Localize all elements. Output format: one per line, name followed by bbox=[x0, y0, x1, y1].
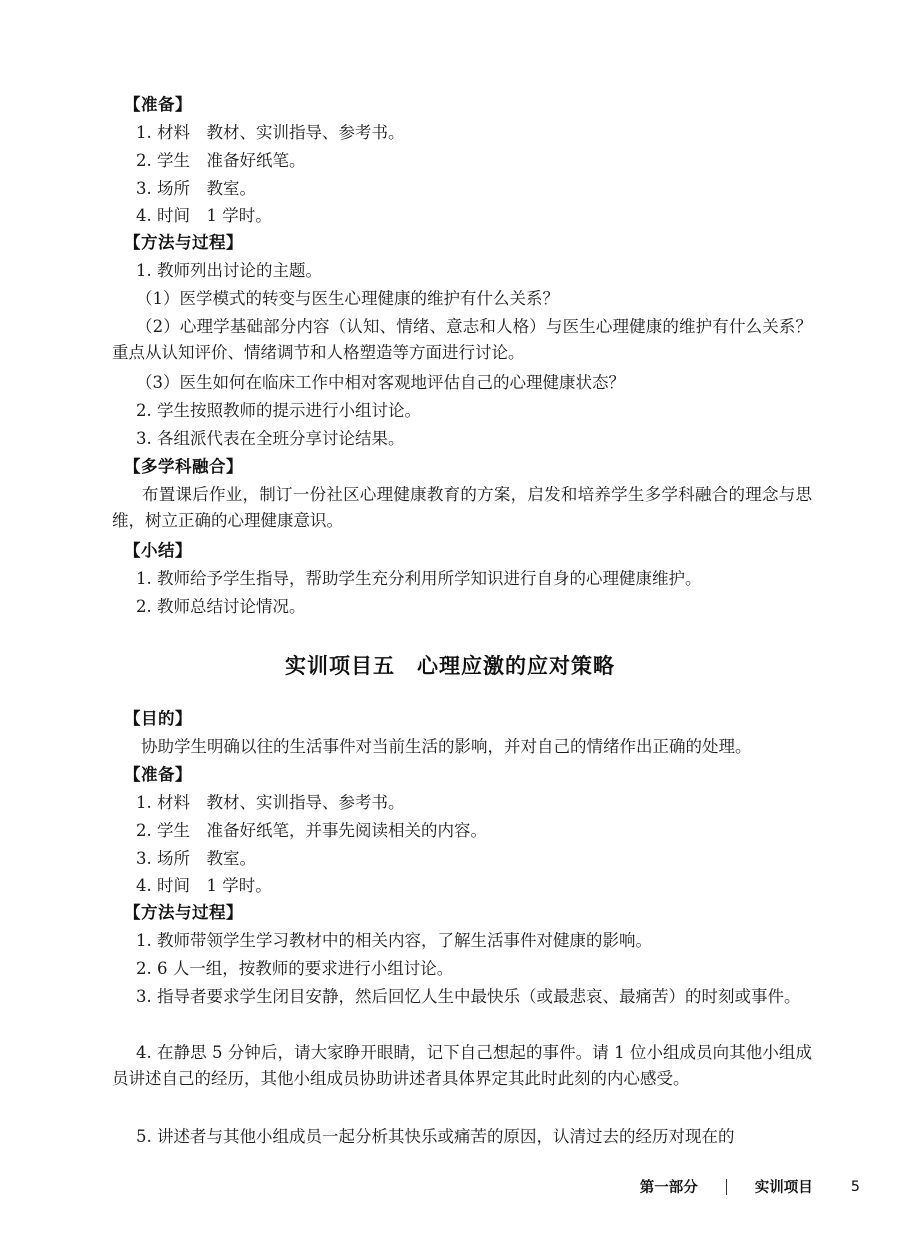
prep-item: 3. 场所 教室。 bbox=[136, 849, 256, 868]
method-item: 1. 教师列出讨论的主题。 bbox=[136, 261, 322, 280]
summary-heading: 【小结】 bbox=[124, 541, 192, 560]
prep-heading-2: 【准备】 bbox=[124, 765, 192, 784]
footer-section: 实训项目 bbox=[754, 1180, 813, 1196]
method-item: 2. 学生按照教师的提示进行小组讨论。 bbox=[136, 401, 421, 420]
summary-item: 2. 教师总结讨论情况。 bbox=[136, 597, 306, 616]
prep-item: 1. 材料 教材、实训指导、参考书。 bbox=[136, 123, 405, 142]
page-footer bbox=[640, 1176, 860, 1197]
prep-item: 4. 时间 1 学时。 bbox=[136, 206, 272, 225]
prep-item: 2. 学生 准备好纸笔。 bbox=[136, 151, 306, 170]
method-item: 3. 指导者要求学生闭目安静，然后回忆人生中最快乐（或最悲哀、最痛苦）的时刻或事件。 bbox=[136, 987, 801, 1006]
method-heading-2: 【方法与过程】 bbox=[124, 903, 243, 922]
multidisciplinary-text: 布置课后作业，制订一份社区心理健康教育的方案，启发和培养学生多学科融合的理念与思维，树立正确的心理健康意识。 bbox=[112, 485, 812, 530]
summary-item: 1. 教师给予学生指导，帮助学生充分利用所学知识进行自身的心理健康维护。 bbox=[136, 569, 702, 588]
method-item: （3）医生如何在临床工作中相对客观地评估自己的心理健康状态？ bbox=[136, 373, 625, 392]
method-item: 1. 教师带领学生学习教材中的相关内容，了解生活事件对健康的影响。 bbox=[136, 931, 652, 950]
prep-item: 3. 场所 教室。 bbox=[136, 179, 256, 198]
prep-item: 4. 时间 1 学时。 bbox=[136, 876, 272, 895]
prep-item: 1. 材料 教材、实训指导、参考书。 bbox=[136, 793, 405, 812]
footer-divider bbox=[726, 1179, 727, 1195]
method-item: 4. 在静思 5 分钟后，请大家睁开眼睛，记下自己想起的事件。请 1 位小组成员向其他小组成员讲述自己的经历，其他小组成员协助讲述者具体界定其此时此刻的内心感受。 bbox=[112, 1043, 812, 1088]
method-heading: 【方法与过程】 bbox=[124, 233, 243, 252]
goal-text: 协助学生明确以往的生活事件对当前生活的影响，并对自己的情绪作出正确的处理。 bbox=[141, 737, 752, 756]
method-item: 5. 讲述者与其他小组成员一起分析其快乐或痛苦的原因，认清过去的经历对现在的 bbox=[136, 1127, 735, 1146]
method-item: （2）心理学基础部分内容（认知、情绪、意志和人格）与医生心理健康的维护有什么关系？重点从认知评价、情绪调节和人格塑造等方面进行讨论。 bbox=[112, 317, 812, 362]
section-title: 实训项目五 心理应激的应对策略 bbox=[285, 654, 615, 678]
prep-item: 2. 学生 准备好纸笔，并事先阅读相关的内容。 bbox=[136, 821, 487, 840]
multidisciplinary-heading: 【多学科融合】 bbox=[124, 457, 243, 476]
method-item: 3. 各组派代表在全班分享讨论结果。 bbox=[136, 429, 405, 448]
method-item: （1）医学模式的转变与医生心理健康的维护有什么关系？ bbox=[136, 289, 559, 308]
footer-part: 第一部分 bbox=[639, 1180, 698, 1196]
goal-heading: 【目的】 bbox=[124, 709, 192, 728]
prep-heading: 【准备】 bbox=[124, 95, 192, 114]
method-item: 2. 6 人一组，按教师的要求进行小组讨论。 bbox=[136, 959, 454, 978]
page-number: 5 bbox=[850, 1178, 860, 1195]
